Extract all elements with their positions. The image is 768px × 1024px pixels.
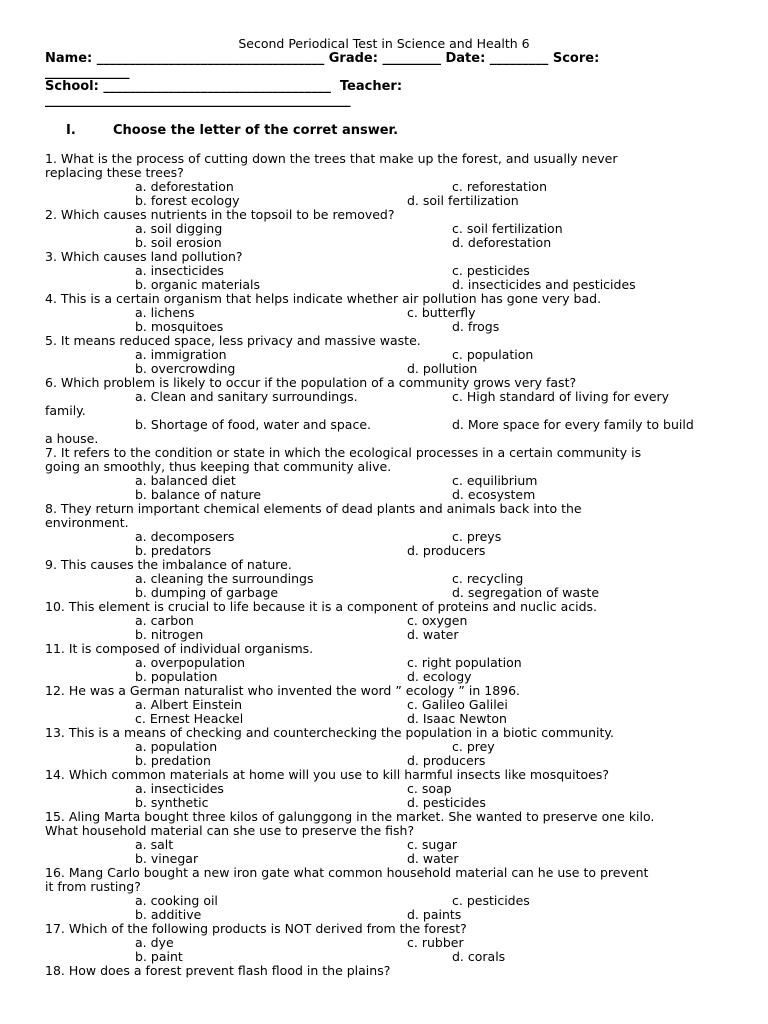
answer-choice: b. mosquitoes: [135, 319, 224, 334]
question-text: 9. This causes the imbalance of nature.: [45, 557, 292, 572]
answer-choice: a. carbon: [135, 613, 194, 628]
question-text: 10. This element is crucial to life because it is a component of proteins and nuclic acids.: [45, 599, 598, 614]
answer-choice: c. Galileo Galilei: [407, 697, 508, 712]
answer-choice: b. paint: [135, 949, 183, 964]
answer-choice: c. prey: [452, 739, 495, 754]
answer-choice: b. predators: [135, 543, 212, 558]
answer-choice: c. soap: [407, 781, 452, 796]
answer-choice: c. preys: [452, 529, 502, 544]
answer-choice: b. additive: [135, 907, 202, 922]
answer-choice: b. nitrogen: [135, 627, 204, 642]
question-text: 2. Which causes nutrients in the topsoil to be removed?: [45, 207, 395, 222]
answer-choice: d. ecology: [407, 669, 472, 684]
answer-choice: a. salt: [135, 837, 174, 852]
answer-choice: b. dumping of garbage: [135, 585, 279, 600]
answer-choice: d. pollution: [407, 361, 478, 376]
answer-choice: d. frogs: [452, 319, 500, 334]
question-text: 3. Which causes land pollution?: [45, 249, 243, 264]
answer-choice: c. oxygen: [407, 613, 468, 628]
answer-choice: c. pesticides: [452, 893, 530, 908]
answer-choice: b. forest ecology: [135, 193, 240, 208]
answer-choice: d. producers: [407, 543, 486, 558]
answer-choice: d. ecosystem: [452, 487, 536, 502]
answer-choice: a. Albert Einstein: [135, 697, 243, 712]
answer-choice: c. soil fertilization: [452, 221, 563, 236]
question-text-continued: replacing these trees?: [45, 165, 184, 180]
answer-choice: c. equilibrium: [452, 473, 538, 488]
answer-choice: b. vinegar: [135, 851, 199, 866]
answer-choice: d. deforestation: [452, 235, 552, 250]
question-text-continued: family.: [45, 403, 86, 418]
answer-choice: a. insecticides: [135, 781, 224, 796]
answer-choice: d. water: [407, 627, 459, 642]
question-text: 13. This is a means of checking and counterchecking the population in a biotic community.: [45, 725, 614, 740]
answer-choice: a. population: [135, 739, 218, 754]
question-text: 18. How does a forest prevent flash flood in the plains?: [45, 963, 391, 978]
answer-choice: c. pesticides: [452, 263, 530, 278]
answer-choice: d. Isaac Newton: [407, 711, 507, 726]
question-text: 14. Which common materials at home will you use to kill harmful insects like mosquitoes?: [45, 767, 609, 782]
question-text: 15. Aling Marta bought three kilos of galunggong in the market. She wanted to preserve one kilo.: [45, 809, 655, 824]
answer-choice: d. soil fertilization: [407, 193, 519, 208]
question-text: 6. Which problem is likely to occur if the population of a community grows very fast?: [45, 375, 577, 390]
answer-choice: c. population: [452, 347, 534, 362]
answer-choice: c. High standard of living for every: [452, 389, 670, 404]
answer-choice: b. synthetic: [135, 795, 209, 810]
answer-choice: d. paints: [407, 907, 462, 922]
school-teacher-line: School: ___________________________________ Teacher:: [45, 79, 403, 94]
answer-choice: c. recycling: [452, 571, 524, 586]
answer-choice: b. population: [135, 669, 218, 684]
answer-choice: a. deforestation: [135, 179, 234, 194]
score-blank: _____________: [45, 65, 130, 80]
answer-choice: d. segregation of waste: [452, 585, 600, 600]
question-text: 5. It means reduced space, less privacy and massive waste.: [45, 333, 421, 348]
answer-choice: a. soil digging: [135, 221, 223, 236]
question-text: 8. They return important chemical elements of dead plants and animals back into the: [45, 501, 582, 516]
answer-choice: d. More space for every family to build: [452, 417, 694, 432]
question-text: 16. Mang Carlo bought a new iron gate what common household material can he use to prevent: [45, 865, 649, 880]
question-text-continued: going an smoothly, thus keeping that community alive.: [45, 459, 392, 474]
question-text-continued: it from rusting?: [45, 879, 141, 894]
question-text: 7. It refers to the condition or state in which the ecological processes in a certain community is: [45, 445, 642, 460]
name-grade-date-score-line: Name: ___________________________________ Grade: _________ Date: _________ Score:: [45, 51, 600, 66]
answer-choice: a. cleaning the surroundings: [135, 571, 314, 586]
answer-choice: c. butterfly: [407, 305, 476, 320]
answer-choice: a. insecticides: [135, 263, 224, 278]
answer-choice: c. right population: [407, 655, 522, 670]
page-title: Second Periodical Test in Science and Health 6: [238, 36, 530, 51]
answer-choice: b. Shortage of food, water and space.: [135, 417, 372, 432]
answer-choice: a. balanced diet: [135, 473, 236, 488]
answer-choice: a. Clean and sanitary surroundings.: [135, 389, 358, 404]
question-text-continued: environment.: [45, 515, 129, 530]
answer-choice: a. dye: [135, 935, 174, 950]
section-heading: [66, 123, 398, 139]
question-text-continued: What household material can she use to preserve the fish?: [45, 823, 415, 838]
answer-choice: d. producers: [407, 753, 486, 768]
section-number: I.: [66, 123, 76, 138]
answer-choice: c. reforestation: [452, 179, 547, 194]
question-text-continued: a house.: [45, 431, 99, 446]
answer-choice: a. cooking oil: [135, 893, 218, 908]
teacher-blank: _______________________________________________: [45, 93, 351, 108]
answer-choice: a. decomposers: [135, 529, 235, 544]
answer-choice: d. pesticides: [407, 795, 486, 810]
answer-choice: b. balance of nature: [135, 487, 262, 502]
answer-choice: b. overcrowding: [135, 361, 236, 376]
section-instruction: Choose the letter of the corret answer.: [113, 123, 399, 138]
answer-choice: a. overpopulation: [135, 655, 245, 670]
answer-choice: c. Ernest Heackel: [135, 711, 244, 726]
answer-choice: a. lichens: [135, 305, 195, 320]
answer-choice: a. immigration: [135, 347, 227, 362]
answer-choice: d. insecticides and pesticides: [452, 277, 636, 292]
question-text: 11. It is composed of individual organisms.: [45, 641, 314, 656]
question-text: 1. What is the process of cutting down the trees that make up the forest, and usually never: [45, 151, 618, 166]
answer-choice: b. organic materials: [135, 277, 260, 292]
question-text: 4. This is a certain organism that helps indicate whether air pollution has gone very bad.: [45, 291, 602, 306]
answer-choice: c. rubber: [407, 935, 464, 950]
answer-choice: b. predation: [135, 753, 211, 768]
question-text: 12. He was a German naturalist who invented the word ” ecology ” in 1896.: [45, 683, 521, 698]
answer-choice: d. corals: [452, 949, 506, 964]
answer-choice: b. soil erosion: [135, 235, 222, 250]
answer-choice: c. sugar: [407, 837, 457, 852]
question-text: 17. Which of the following products is NOT derived from the forest?: [45, 921, 467, 936]
answer-choice: d. water: [407, 851, 459, 866]
